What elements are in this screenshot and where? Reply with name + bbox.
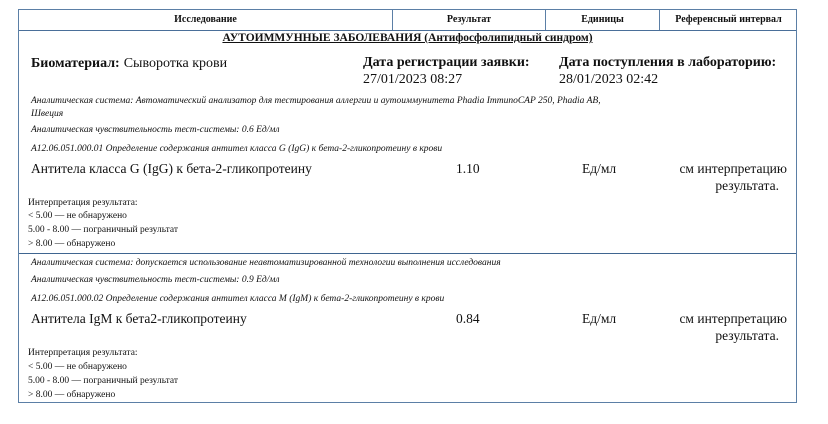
test-units: Ед/мл xyxy=(582,311,617,326)
test-reference-line2: результата. xyxy=(715,328,779,343)
interpretation-item: > 8.00 — обнаружено xyxy=(28,390,116,400)
test-name: Антитела IgM к бета2-гликопротеину xyxy=(31,311,247,326)
interpretation-item: 5.00 - 8.00 — пограничный результат xyxy=(28,376,179,386)
header-reference: Референсный интервал xyxy=(675,14,782,25)
registration-date-value: 27/01/2023 08:27 xyxy=(363,72,463,87)
table-header xyxy=(19,10,796,31)
test-separator xyxy=(19,253,796,254)
specimen-info xyxy=(31,54,227,72)
analytical-system-country: Швеция xyxy=(31,109,64,119)
header-study: Исследование xyxy=(174,14,237,25)
interpretation-item: 5.00 - 8.00 — пограничный результат xyxy=(28,225,179,235)
registration-date-label: Дата регистрации заявки: xyxy=(363,55,530,70)
interpretation-item: < 5.00 — не обнаружено xyxy=(28,211,127,221)
interpretation-item: > 8.00 — обнаружено xyxy=(28,239,116,249)
test-value: 0.84 xyxy=(456,311,480,326)
test-name: Антитела класса G (IgG) к бета-2-гликопротеину xyxy=(31,161,312,176)
interpretation-title: Интерпретация результата: xyxy=(28,198,138,208)
received-date-value: 28/01/2023 02:42 xyxy=(559,72,659,87)
header-result: Результат xyxy=(446,14,492,25)
test-code: A12.06.051.000.01 Определение содержания антител класса G (IgG) к бета-2-гликопротеину в крови xyxy=(31,144,443,154)
test-units: Ед/мл xyxy=(582,161,617,176)
analytical-sensitivity: Аналитическая чувствительность тест-системы: 0.6 Ед/мл xyxy=(31,125,280,135)
received-date-label: Дата поступления в лабораторию: xyxy=(559,55,777,70)
test-reference-line1: см интерпретацию xyxy=(679,311,787,326)
specimen-label: Биоматериал: xyxy=(31,56,120,71)
interpretation-title: Интерпретация результата: xyxy=(28,348,138,358)
analytical-sensitivity: Аналитическая чувствительность тест-системы: 0.9 Ед/мл xyxy=(31,275,280,285)
lab-report-table xyxy=(18,9,797,403)
header-units: Единицы xyxy=(581,14,624,25)
test-reference-line2: результата. xyxy=(715,178,779,193)
test-code: A12.06.051.000.02 Определение содержания антител класса M (IgM) к бета-2-гликопротеину в крови xyxy=(31,294,445,304)
test-reference-line1: см интерпретацию xyxy=(679,161,787,176)
analytical-system: Аналитическая система: допускается использование неавтоматизированной технологии выполнения исследования xyxy=(31,258,501,268)
interpretation-item: < 5.00 — не обнаружено xyxy=(28,362,127,372)
analytical-system: Аналитическая система: Автоматический анализатор для тестирования аллергии и аутоиммунитета Phadia ImmunoCAP 250, Phadia AB, xyxy=(31,96,601,106)
test-value: 1.10 xyxy=(456,161,480,176)
specimen-value: Сыворотка крови xyxy=(123,56,228,71)
section-title: АУТОИММУННЫЕ ЗАБОЛЕВАНИЯ (Антифосфолипидный синдром) xyxy=(222,32,593,44)
